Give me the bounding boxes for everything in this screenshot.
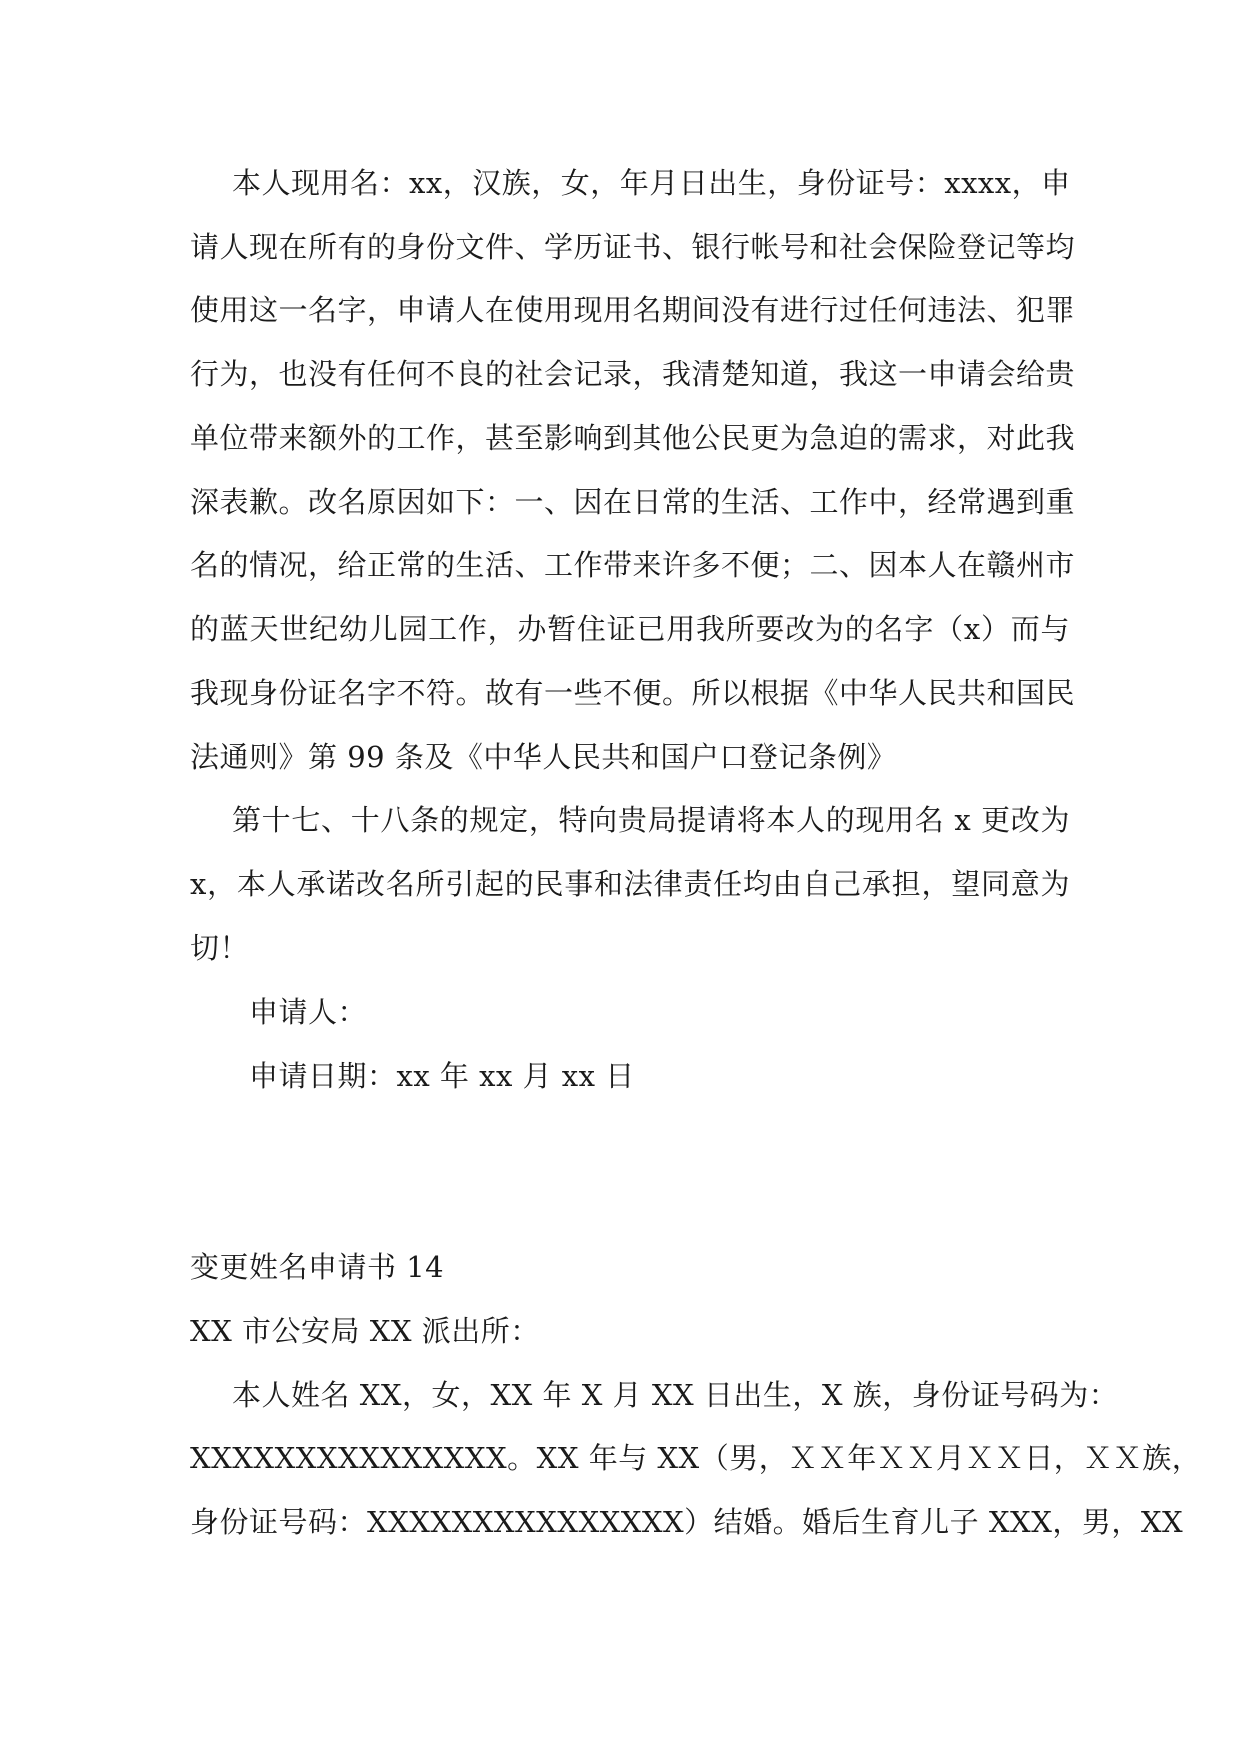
paragraph-line: 身份证号码：XXXXXXXXXXXXXXX）结婚。婚后生育儿子 XXX，男，XX xyxy=(190,1505,1184,1539)
paragraph-line: 我现身份证名字不符。故有一些不便。所以根据《中华人民共和国民 xyxy=(190,676,1076,710)
paragraph-line: 行为，也没有任何不良的社会记录，我清楚知道，我这一申请会给贵 xyxy=(190,357,1076,391)
paragraph-line: 本人姓名 XX，女，XX 年 X 月 XX 日出生，X 族，身份证号码为： xyxy=(232,1378,1119,1412)
applicant-label: 申请人： xyxy=(249,995,368,1029)
paragraph-line: 切！ xyxy=(190,931,250,965)
paragraph-line: 法通则》第 99 条及《中华人民共和国户口登记条例》 xyxy=(190,740,897,774)
addressee: XX 市公安局 XX 派出所： xyxy=(190,1314,540,1348)
paragraph-line: x，本人承诺改名所引起的民事和法律责任均由自己承担，望同意为 xyxy=(190,867,1070,901)
paragraph-line: 请人现在所有的身份文件、学历证书、银行帐号和社会保险登记等均 xyxy=(190,230,1076,264)
paragraph-line: 单位带来额外的工作，甚至影响到其他公民更为急迫的需求，对此我 xyxy=(190,421,1076,455)
paragraph-line: 第十七、十八条的规定，特向贵局提请将本人的现用名 x 更改为 xyxy=(232,803,1070,837)
paragraph-line: XXXXXXXXXXXXXXX。XX 年与 XX（男，ＸＸ年ＸＸ月ＸＸ日，ＸＸ族， xyxy=(190,1441,1202,1475)
paragraph-line: 的蓝天世纪幼儿园工作，办暂住证已用我所要改为的名字（x）而与 xyxy=(190,612,1070,646)
section-title: 变更姓名申请书 14 xyxy=(190,1250,445,1284)
paragraph-line: 名的情况，给正常的生活、工作带来许多不便；二、因本人在赣州市 xyxy=(190,548,1076,582)
paragraph-line: 本人现用名：xx，汉族，女，年月日出生，身份证号：xxxx，申 xyxy=(232,166,1071,200)
paragraph-line: 深表歉。改名原因如下：一、因在日常的生活、工作中，经常遇到重 xyxy=(190,485,1076,519)
application-date: 申请日期：xx 年 xx 月 xx 日 xyxy=(249,1059,635,1093)
paragraph-line: 使用这一名字，申请人在使用现用名期间没有进行过任何违法、犯罪 xyxy=(190,293,1076,327)
